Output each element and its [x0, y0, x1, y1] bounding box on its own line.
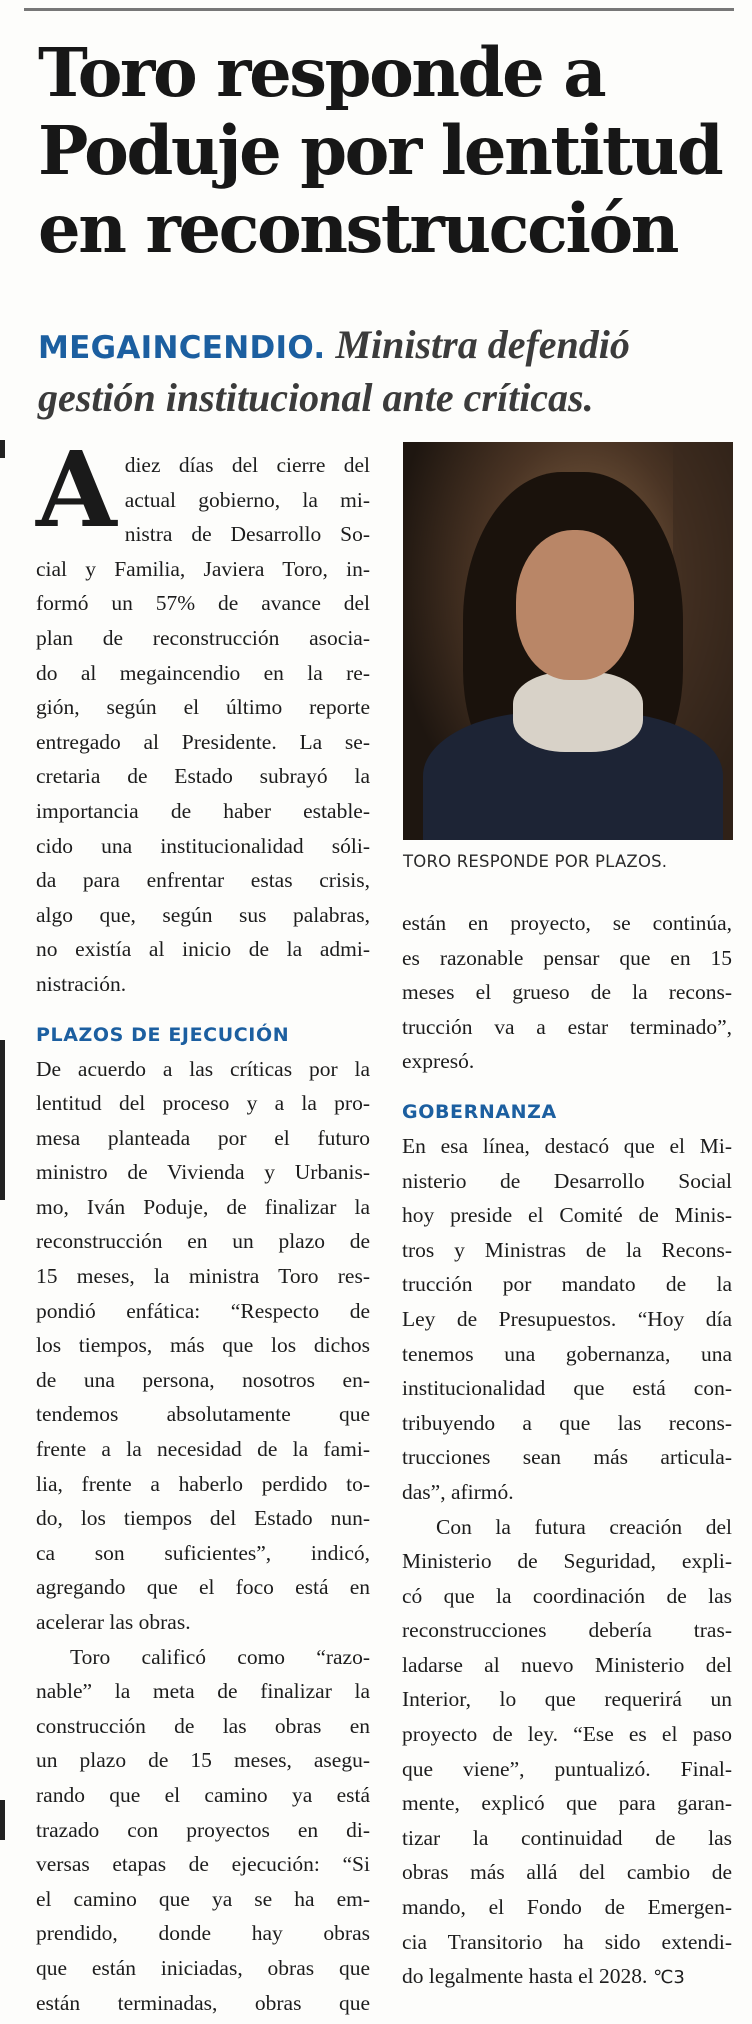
text-line: nisterio de Desarrollo Social	[402, 1168, 732, 1193]
text-line: expresó.	[402, 1049, 475, 1074]
text-line: acelerar las obras.	[36, 1610, 191, 1634]
text-line: reconstrucción en un plazo de	[36, 1229, 370, 1254]
text-line: mente, explicó que para garan-	[402, 1791, 732, 1816]
text-line: rando que el camino ya está	[36, 1782, 370, 1807]
text-line: plan de reconstrucción asocia-	[36, 625, 370, 650]
text-line: mando, el Fondo de Emergen-	[402, 1895, 732, 1920]
text-line: agregando que el foco está en	[36, 1575, 370, 1600]
text-line: diez días del cierre del	[124, 453, 370, 477]
text-line: ministro de Vivienda y Urbanis-	[36, 1160, 370, 1185]
text-line: ca son suficientes”, indicó,	[36, 1540, 370, 1565]
article-photo	[403, 442, 733, 840]
text-line: tizar la continuidad de las	[402, 1825, 732, 1850]
margin-mark	[0, 440, 5, 458]
paragraph-3	[36, 1640, 370, 2021]
text-line: que están iniciadas, obras que	[36, 1955, 370, 1980]
text-line: el camino que ya se ha em-	[36, 1886, 370, 1911]
headline-line: Toro responde a	[38, 33, 605, 112]
text-line: gión, según el último reporte	[36, 695, 370, 720]
text-line: Toro calificó como “razo-	[70, 1644, 370, 1669]
text-line: ladarse al nuevo Ministerio del	[402, 1652, 732, 1677]
text-line: cial y Familia, Javiera Toro, in-	[36, 556, 370, 581]
text-line: los tiempos, más que los dichos	[36, 1333, 370, 1358]
kicker: MEGAINCENDIO.	[38, 330, 326, 366]
text-line: frente a la necesidad de la fami-	[36, 1437, 370, 1462]
text-line: nistración.	[36, 971, 127, 996]
paragraph-4	[402, 1129, 732, 1510]
text-line: un plazo de 15 meses, asegu-	[36, 1748, 370, 1773]
text-line: prendido, donde hay obras	[36, 1921, 370, 1946]
text-line: mo, Iván Poduje, de finalizar la	[36, 1194, 370, 1219]
text-line: meses el grueso de la recons-	[402, 980, 732, 1005]
subhead-gobernanza: GOBERNANZA	[402, 1100, 557, 1123]
text-line: versas etapas de ejecución: “Si	[36, 1852, 370, 1877]
text-line: algo que, según sus palabras,	[36, 902, 370, 927]
text-line: De acuerdo a las críticas por la	[36, 1056, 370, 1081]
text-line: reconstrucciones debería tras-	[402, 1618, 732, 1643]
text-line: están en proyecto, se continúa,	[402, 911, 732, 935]
text-line: cretaria de Estado subrayó la	[36, 764, 370, 789]
text-line: proyecto de ley. “Ese es el paso	[402, 1722, 732, 1747]
text-line: En esa línea, destacó que el Mi-	[402, 1133, 732, 1158]
text-line: hoy preside el Comité de Minis-	[402, 1203, 732, 1228]
text-line: nistra de Desarrollo So-	[124, 522, 370, 547]
text-line: formó un 57% de avance del	[36, 591, 370, 616]
deck-text: Ministra defendió	[335, 322, 630, 367]
text-line: das”, afirmó.	[402, 1479, 514, 1504]
text-line: Ministerio de Seguridad, expli-	[402, 1549, 732, 1574]
deck	[38, 320, 738, 423]
text-line: tendemos absolutamente que	[36, 1402, 370, 1427]
text-line: do al megaincendio en la re-	[36, 660, 370, 685]
text-line: lentitud del proceso y a la pro-	[36, 1091, 370, 1116]
text-line: Con la futura creación del	[436, 1514, 732, 1539]
text-line: trucción por mandato de la	[402, 1272, 732, 1297]
headline	[38, 34, 738, 268]
text-line: tenemos una gobernanza, una	[402, 1341, 732, 1366]
text-line: cia Transitorio ha sido extendi-	[402, 1929, 732, 1954]
text-line: pondió enfática: “Respecto de	[36, 1298, 370, 1323]
text-line: que viene”, puntualizó. Final-	[402, 1756, 732, 1781]
text-line: no existía al inicio de la admi-	[36, 937, 370, 962]
text-line: mesa planteada por el futuro	[36, 1125, 370, 1150]
deck-line	[38, 320, 738, 373]
left-column	[36, 428, 370, 2020]
margin-mark	[0, 1040, 5, 1200]
top-rule	[24, 8, 734, 11]
end-mark: ℃3	[647, 1967, 685, 1989]
continuation-paragraph	[402, 906, 732, 1079]
text-line: es razonable pensar que en 15	[402, 945, 732, 970]
photo-caption: TORO RESPONDE POR PLAZOS.	[403, 852, 668, 871]
text-line: do legalmente hasta el 2028. ℃3	[402, 1964, 685, 1989]
text-line: trucciones sean más articula-	[402, 1445, 732, 1470]
text-line: nable” la meta de finalizar la	[36, 1679, 370, 1704]
text-line: actual gobierno, la mi-	[124, 487, 370, 512]
text-line: de una persona, nosotros en-	[36, 1367, 370, 1392]
text-line: construcción de las obras en	[36, 1713, 370, 1738]
text-line: están terminadas, obras que	[36, 1990, 370, 2015]
text-line: cido una institucionalidad sóli-	[36, 833, 370, 858]
dropcap: A	[36, 428, 117, 551]
text-line: Interior, lo que requerirá un	[402, 1687, 732, 1712]
text-line: entregado al Presidente. La se-	[36, 729, 370, 754]
paragraph-2	[36, 1052, 370, 1640]
intro-paragraph	[36, 428, 370, 1002]
headline-line: Poduje por lentitud	[38, 111, 722, 190]
text-line: trazado con proyectos en di-	[36, 1817, 370, 1842]
paragraph-5	[402, 1510, 732, 1996]
right-column	[402, 906, 732, 1996]
text-line: Ley de Presupuestos. “Hoy día	[402, 1306, 732, 1331]
text-line: trucción va a estar terminado”,	[402, 1014, 732, 1039]
text-line: tribuyendo a que las recons-	[402, 1410, 732, 1435]
text-line: lia, frente a haberlo perdido to-	[36, 1471, 370, 1496]
margin-mark	[0, 1800, 5, 1840]
text-line: importancia de haber estable-	[36, 798, 370, 823]
text-line: obras más allá del cambio de	[402, 1860, 732, 1885]
deck-line: gestión institucional ante críticas.	[38, 375, 594, 420]
text-line: 15 meses, la ministra Toro res-	[36, 1264, 370, 1289]
text-line: da para enfrentar estas crisis,	[36, 868, 370, 893]
subhead-plazos: PLAZOS DE EJECUCIÓN	[36, 1023, 290, 1046]
headline-line: en reconstrucción	[38, 189, 678, 268]
text-line: tros y Ministras de la Recons-	[402, 1237, 732, 1262]
text-line: institucionalidad que está con-	[402, 1376, 732, 1401]
text-line: có que la coordinación de las	[402, 1583, 732, 1608]
text-line: do, los tiempos del Estado nun-	[36, 1506, 370, 1531]
